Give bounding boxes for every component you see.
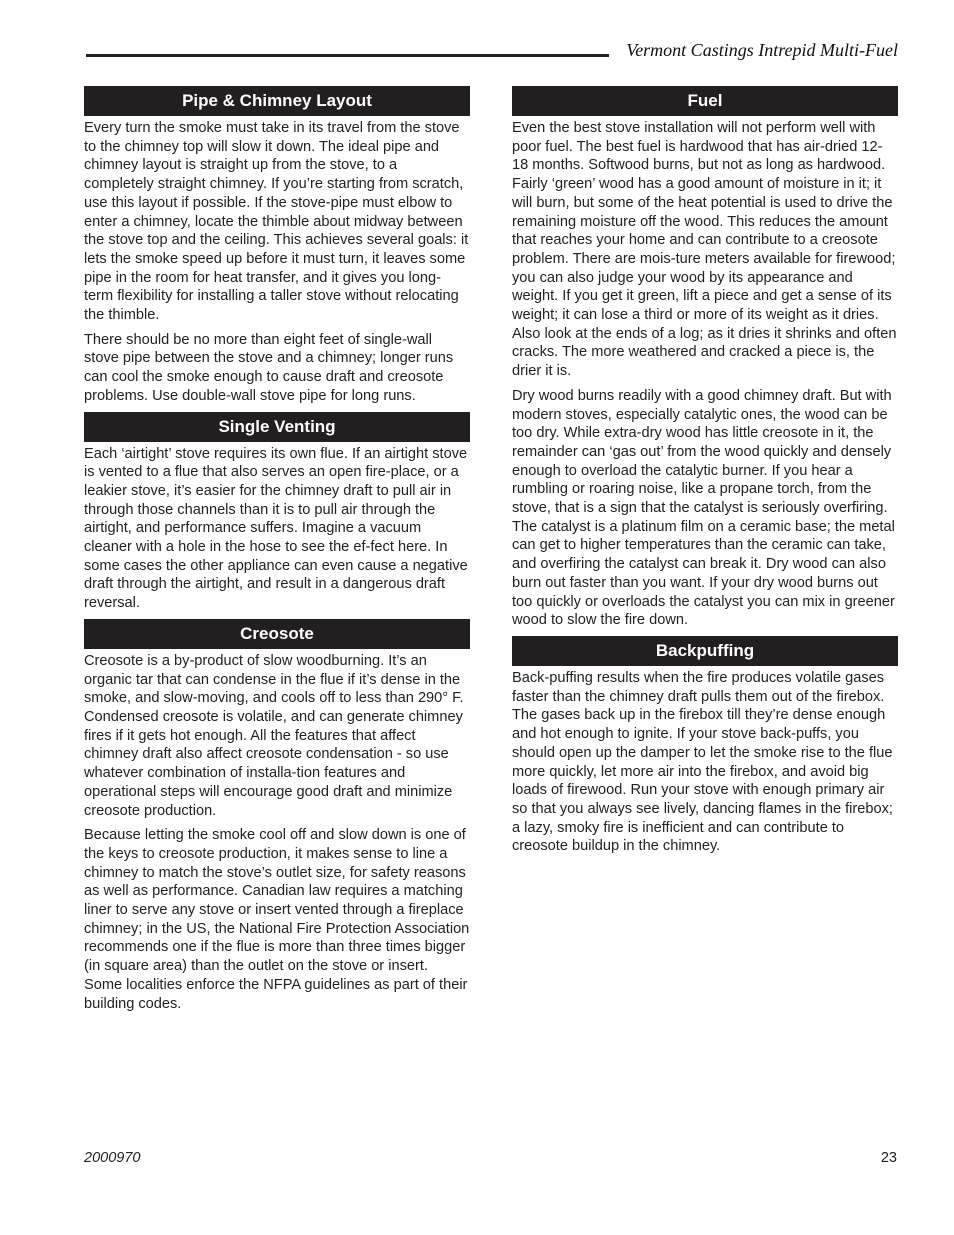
pipe-paragraph-2: There should be no more than eight feet of single-wall stove pipe between the stove and a chimney; longer runs can cool the smoke enough to cause draft and creosote problems. Use double-wall stove pipe for long runs. — [84, 331, 454, 404]
backpuffing-paragraph-1: Back-puffing results when the fire produces volatile gases faster than the chimney draft pulls them out of the firebox. The gases back up in the firebox till they’re dense enough and hot enough to ignite. If your stove back-puffs, you should open up the damper to let the smoke rise to the flue more quickly, let more air into the firebox, and avoid big loads of firewood. Run your stove with enough primary air so that you always see lively, dancing flames in the firebox; a lazy, smoky fire is inefficient and can contribute to creosote buildup in the chimney. — [512, 669, 893, 855]
section-heading-creosote: Creosote — [84, 619, 470, 649]
fuel-paragraph-1: Even the best stove installation will not perform well with poor fuel. The best fuel is hardwood that has air-dried 12-18 months. Softwood burns, but not as long as hardwood. Fairly ‘green’ wood has a good amount of moisture in it; it will burn, but some of the heat potential is used to drive the remaining moisture off the wood. This reduces the amount that reaches your home and can contribute to a creosote problem. There are mois-ture meters available for firewood; you can also judge your wood by its appearance and weight. If you get it green, lift a piece and get a sense of its weight; it can lose a third or more of its weight as it dries. Also look at the ends of a log; as it dries it shrinks and often cracks. The more weathered and cracked a piece is, the drier it is. — [512, 120, 897, 380]
section-heading-fuel: Fuel — [512, 86, 898, 116]
document-title: Vermont Castings Intrepid Multi-Fuel — [626, 40, 898, 60]
fuel-paragraph-2: Dry wood burns readily with a good chimney draft. But with modern stoves, especially catalytic ones, the wood can be too dry. While extra-dry wood has little creosote in it, the remainder can ‘gas out’ from the wood quickly and densely enough to overload the catalytic burner. If you hear a rumbling or roaring noise, like a propane torch, from the stove, that is a sign that the catalyst is seriously overfiring. The catalyst is a platinum film on a ceramic base; the metal can get to higher temperatures than the ceramic can take, and overfiring the catalyst can break it. Dry wood can also burn out faster than you want. If your dry wood burns out too quickly or overloads the catalyst you can mix in greener wood to slow the fire down. — [512, 387, 895, 629]
section-heading-pipe-chimney: Pipe & Chimney Layout — [84, 86, 470, 116]
section-heading-backpuffing: Backpuffing — [512, 636, 898, 666]
creosote-paragraph-1: Creosote is a by-product of slow woodburning. It’s an organic tar that can condense in the flue if it’s dense in the smoke, and slow-moving, and cools off to less than 290° F. Condensed creosote is volatile, and can generate chimney fires if it gets hot enough. All the features that affect chimney draft also affect creosote condensation - so use whatever combination of installa-tion features and operational steps will encourage good draft and minimize creosote production. — [84, 652, 464, 819]
left-column — [84, 86, 470, 1019]
header-rule — [86, 54, 609, 57]
section-heading-single-venting: Single Venting — [84, 412, 470, 442]
creosote-paragraph-2: Because letting the smoke cool off and slow down is one of the keys to creosote production, it makes sense to line a chimney to match the stove’s outlet size, for safety reasons as well as performance. Canadian law requires a matching liner to serve any stove or insert vented through a fireplace chimney; in the US, the National Fire Protection Association recommends one if the flue is more than three times bigger (in square area) than the outlet on the stove or insert. Some localities enforce the NFPA guidelines as part of their building codes. — [84, 827, 470, 1012]
venting-paragraph-1: Each ‘airtight’ stove requires its own flue. If an airtight stove is vented to a flue that also serves an open fire-place, or a leakier stove, it’s easier for the chimney draft to pull air in through those channels than it is to pull air through the airtight, and performance suffers. Imagine a vacuum cleaner with a hole in the hose to see the ef-fect here. In some cases the other appliance can even cause a negative draft through the airtight, and result in a dangerous draft reversal. — [84, 445, 468, 612]
document-number: 2000970 — [84, 1150, 141, 1166]
right-column — [512, 86, 898, 862]
page-number: 23 — [880, 1150, 897, 1166]
pipe-paragraph-1: Every turn the smoke must take in its travel from the stove to the chimney top will slow it down. The ideal pipe and chimney layout is straight up from the stove, to a completely straight chimney. If you’re starting from scratch, use this layout if possible. If the stove-pipe must elbow to enter a chimney, locate the thimble about midway between the stove top and the ceiling. This achieves several goals: it lets the smoke speed up before it must turn, it leaves some pipe in the room for heat transfer, and it gives you long-term flexibility for installing a taller stove without relocating the thimble. — [84, 120, 469, 324]
